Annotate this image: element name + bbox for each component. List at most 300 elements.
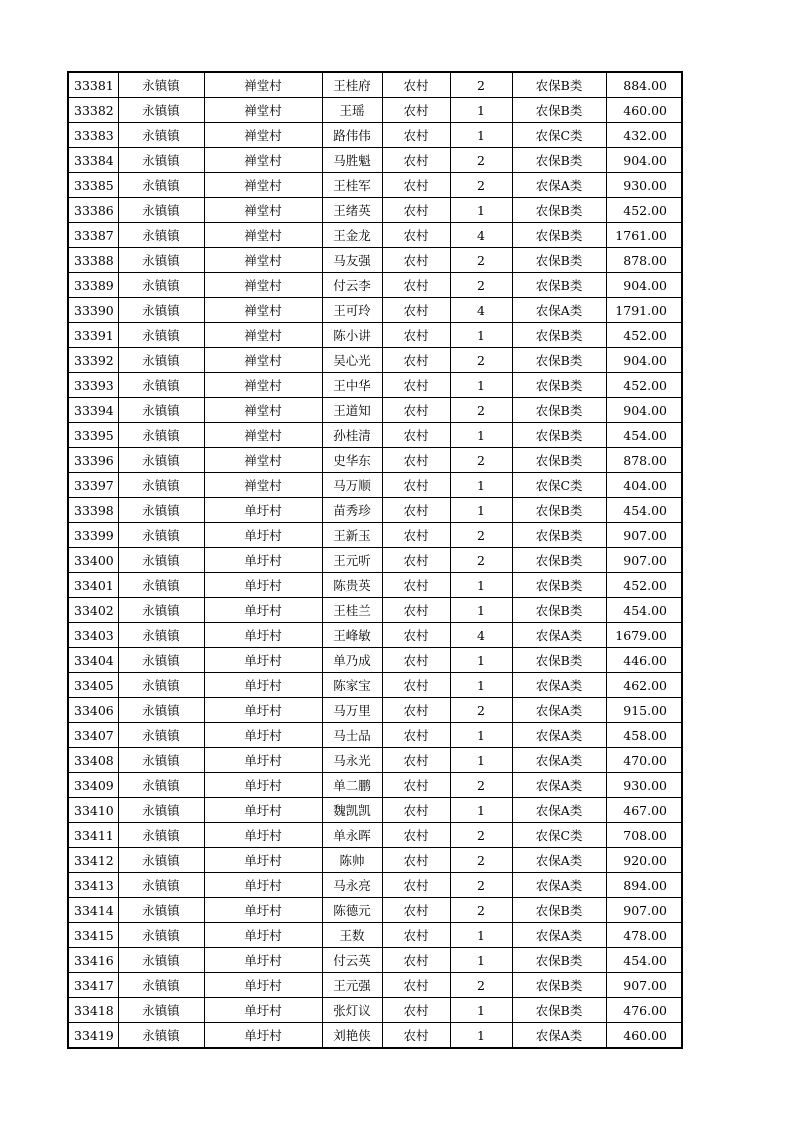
table-row — [68, 473, 682, 498]
amount-cell: 476.00 — [606, 998, 682, 1023]
area-type-cell: 农村 — [382, 448, 450, 473]
table-row — [68, 798, 682, 823]
table-row — [68, 923, 682, 948]
insurance-class-cell: 农保B类 — [512, 398, 606, 423]
town-cell: 永镇镇 — [118, 72, 204, 98]
area-type-cell: 农村 — [382, 823, 450, 848]
insurance-class-cell: 农保A类 — [512, 773, 606, 798]
area-type-cell: 农村 — [382, 773, 450, 798]
table-row — [68, 973, 682, 998]
village-cell: 单圩村 — [204, 948, 322, 973]
village-cell: 单圩村 — [204, 523, 322, 548]
amount-cell: 467.00 — [606, 798, 682, 823]
household-count-cell: 2 — [450, 523, 512, 548]
record-id: 33388 — [68, 248, 118, 273]
village-cell: 禅堂村 — [204, 398, 322, 423]
village-cell: 单圩村 — [204, 873, 322, 898]
area-type-cell: 农村 — [382, 723, 450, 748]
insurance-class-cell: 农保A类 — [512, 798, 606, 823]
person-name-cell: 王桂军 — [322, 173, 382, 198]
insurance-class-cell: 农保C类 — [512, 823, 606, 848]
household-count-cell: 1 — [450, 598, 512, 623]
amount-cell: 904.00 — [606, 348, 682, 373]
village-cell: 单圩村 — [204, 923, 322, 948]
household-count-cell: 1 — [450, 948, 512, 973]
area-type-cell: 农村 — [382, 573, 450, 598]
record-id: 33405 — [68, 673, 118, 698]
record-id: 33394 — [68, 398, 118, 423]
village-cell: 禅堂村 — [204, 248, 322, 273]
amount-cell: 907.00 — [606, 898, 682, 923]
record-id: 33392 — [68, 348, 118, 373]
person-name-cell: 王金龙 — [322, 223, 382, 248]
table-row — [68, 573, 682, 598]
amount-cell: 452.00 — [606, 323, 682, 348]
village-cell: 禅堂村 — [204, 423, 322, 448]
record-id: 33413 — [68, 873, 118, 898]
record-id: 33404 — [68, 648, 118, 673]
town-cell: 永镇镇 — [118, 723, 204, 748]
insurance-class-cell: 农保B类 — [512, 348, 606, 373]
village-cell: 禅堂村 — [204, 173, 322, 198]
town-cell: 永镇镇 — [118, 448, 204, 473]
table-row — [68, 498, 682, 523]
person-name-cell: 王道知 — [322, 398, 382, 423]
village-cell: 单圩村 — [204, 573, 322, 598]
household-count-cell: 2 — [450, 898, 512, 923]
village-cell: 单圩村 — [204, 773, 322, 798]
village-cell: 单圩村 — [204, 723, 322, 748]
insurance-class-cell: 农保C类 — [512, 473, 606, 498]
record-id: 33386 — [68, 198, 118, 223]
record-id: 33415 — [68, 923, 118, 948]
record-id: 33389 — [68, 273, 118, 298]
household-count-cell: 2 — [450, 823, 512, 848]
amount-cell: 1761.00 — [606, 223, 682, 248]
household-count-cell: 1 — [450, 723, 512, 748]
village-cell: 单圩村 — [204, 598, 322, 623]
village-cell: 禅堂村 — [204, 373, 322, 398]
amount-cell: 878.00 — [606, 248, 682, 273]
household-count-cell: 2 — [450, 873, 512, 898]
town-cell: 永镇镇 — [118, 173, 204, 198]
insurance-class-cell: 农保B类 — [512, 373, 606, 398]
area-type-cell: 农村 — [382, 748, 450, 773]
table-row — [68, 523, 682, 548]
insurance-class-cell: 农保C类 — [512, 123, 606, 148]
table-row — [68, 673, 682, 698]
person-name-cell: 单二鹏 — [322, 773, 382, 798]
insurance-class-cell: 农保A类 — [512, 923, 606, 948]
household-count-cell: 2 — [450, 448, 512, 473]
town-cell: 永镇镇 — [118, 298, 204, 323]
amount-cell: 904.00 — [606, 148, 682, 173]
record-id: 33399 — [68, 523, 118, 548]
table-row — [68, 898, 682, 923]
area-type-cell: 农村 — [382, 198, 450, 223]
insurance-class-cell: 农保B类 — [512, 648, 606, 673]
household-count-cell: 4 — [450, 223, 512, 248]
amount-cell: 920.00 — [606, 848, 682, 873]
household-count-cell: 2 — [450, 173, 512, 198]
amount-cell: 894.00 — [606, 873, 682, 898]
amount-cell: 454.00 — [606, 498, 682, 523]
area-type-cell: 农村 — [382, 673, 450, 698]
household-count-cell: 1 — [450, 473, 512, 498]
area-type-cell: 农村 — [382, 348, 450, 373]
person-name-cell: 张灯议 — [322, 998, 382, 1023]
record-id: 33410 — [68, 798, 118, 823]
record-id: 33381 — [68, 72, 118, 98]
town-cell: 永镇镇 — [118, 323, 204, 348]
village-cell: 单圩村 — [204, 823, 322, 848]
area-type-cell: 农村 — [382, 398, 450, 423]
table-row — [68, 173, 682, 198]
village-cell: 单圩村 — [204, 498, 322, 523]
table-row — [68, 698, 682, 723]
record-id: 33393 — [68, 373, 118, 398]
records-table — [67, 71, 683, 1049]
amount-cell: 454.00 — [606, 948, 682, 973]
table-row — [68, 98, 682, 123]
area-type-cell: 农村 — [382, 148, 450, 173]
town-cell: 永镇镇 — [118, 923, 204, 948]
household-count-cell: 1 — [450, 748, 512, 773]
village-cell: 禅堂村 — [204, 123, 322, 148]
household-count-cell: 1 — [450, 648, 512, 673]
town-cell: 永镇镇 — [118, 398, 204, 423]
insurance-class-cell: 农保B类 — [512, 98, 606, 123]
area-type-cell: 农村 — [382, 848, 450, 873]
household-count-cell: 2 — [450, 148, 512, 173]
household-count-cell: 4 — [450, 298, 512, 323]
village-cell: 单圩村 — [204, 548, 322, 573]
household-count-cell: 1 — [450, 373, 512, 398]
amount-cell: 907.00 — [606, 973, 682, 998]
area-type-cell: 农村 — [382, 72, 450, 98]
person-name-cell: 陈贵英 — [322, 573, 382, 598]
amount-cell: 708.00 — [606, 823, 682, 848]
table-row — [68, 72, 682, 98]
household-count-cell: 2 — [450, 548, 512, 573]
area-type-cell: 农村 — [382, 473, 450, 498]
person-name-cell: 刘艳侠 — [322, 1023, 382, 1049]
amount-cell: 432.00 — [606, 123, 682, 148]
table-row — [68, 448, 682, 473]
insurance-class-cell: 农保A类 — [512, 1023, 606, 1049]
amount-cell: 1679.00 — [606, 623, 682, 648]
record-id: 33412 — [68, 848, 118, 873]
town-cell: 永镇镇 — [118, 473, 204, 498]
town-cell: 永镇镇 — [118, 148, 204, 173]
table-row — [68, 548, 682, 573]
person-name-cell: 马永光 — [322, 748, 382, 773]
record-id: 33411 — [68, 823, 118, 848]
area-type-cell: 农村 — [382, 948, 450, 973]
area-type-cell: 农村 — [382, 798, 450, 823]
record-id: 33402 — [68, 598, 118, 623]
area-type-cell: 农村 — [382, 373, 450, 398]
household-count-cell: 1 — [450, 323, 512, 348]
insurance-class-cell: 农保A类 — [512, 698, 606, 723]
area-type-cell: 农村 — [382, 173, 450, 198]
person-name-cell: 马胜魁 — [322, 148, 382, 173]
insurance-class-cell: 农保B类 — [512, 273, 606, 298]
area-type-cell: 农村 — [382, 1023, 450, 1049]
table-row — [68, 223, 682, 248]
record-id: 33403 — [68, 623, 118, 648]
area-type-cell: 农村 — [382, 498, 450, 523]
village-cell: 单圩村 — [204, 898, 322, 923]
record-id: 33391 — [68, 323, 118, 348]
insurance-class-cell: 农保B类 — [512, 223, 606, 248]
record-id: 33406 — [68, 698, 118, 723]
person-name-cell: 马友强 — [322, 248, 382, 273]
person-name-cell: 陈德元 — [322, 898, 382, 923]
town-cell: 永镇镇 — [118, 848, 204, 873]
person-name-cell: 单乃成 — [322, 648, 382, 673]
village-cell: 单圩村 — [204, 673, 322, 698]
village-cell: 单圩村 — [204, 1023, 322, 1049]
town-cell: 永镇镇 — [118, 373, 204, 398]
record-id: 33418 — [68, 998, 118, 1023]
area-type-cell: 农村 — [382, 548, 450, 573]
household-count-cell: 1 — [450, 998, 512, 1023]
town-cell: 永镇镇 — [118, 573, 204, 598]
person-name-cell: 史华东 — [322, 448, 382, 473]
area-type-cell: 农村 — [382, 598, 450, 623]
area-type-cell: 农村 — [382, 698, 450, 723]
town-cell: 永镇镇 — [118, 773, 204, 798]
record-id: 33408 — [68, 748, 118, 773]
amount-cell: 884.00 — [606, 72, 682, 98]
insurance-class-cell: 农保A类 — [512, 673, 606, 698]
town-cell: 永镇镇 — [118, 598, 204, 623]
household-count-cell: 2 — [450, 248, 512, 273]
table-row — [68, 648, 682, 673]
household-count-cell: 1 — [450, 198, 512, 223]
town-cell: 永镇镇 — [118, 973, 204, 998]
amount-cell: 878.00 — [606, 448, 682, 473]
insurance-class-cell: 农保A类 — [512, 173, 606, 198]
insurance-class-cell: 农保A类 — [512, 748, 606, 773]
record-id: 33387 — [68, 223, 118, 248]
insurance-class-cell: 农保A类 — [512, 623, 606, 648]
amount-cell: 446.00 — [606, 648, 682, 673]
town-cell: 永镇镇 — [118, 898, 204, 923]
insurance-class-cell: 农保B类 — [512, 323, 606, 348]
town-cell: 永镇镇 — [118, 948, 204, 973]
household-count-cell: 1 — [450, 1023, 512, 1049]
table-row — [68, 348, 682, 373]
village-cell: 单圩村 — [204, 798, 322, 823]
area-type-cell: 农村 — [382, 923, 450, 948]
person-name-cell: 吴心光 — [322, 348, 382, 373]
amount-cell: 452.00 — [606, 373, 682, 398]
village-cell: 单圩村 — [204, 848, 322, 873]
insurance-class-cell: 农保B类 — [512, 448, 606, 473]
person-name-cell: 王瑶 — [322, 98, 382, 123]
area-type-cell: 农村 — [382, 423, 450, 448]
person-name-cell: 马士品 — [322, 723, 382, 748]
area-type-cell: 农村 — [382, 523, 450, 548]
table-row — [68, 373, 682, 398]
village-cell: 单圩村 — [204, 973, 322, 998]
person-name-cell: 路伟伟 — [322, 123, 382, 148]
insurance-class-cell: 农保B类 — [512, 598, 606, 623]
table-row — [68, 773, 682, 798]
household-count-cell: 2 — [450, 398, 512, 423]
person-name-cell: 付云英 — [322, 948, 382, 973]
town-cell: 永镇镇 — [118, 498, 204, 523]
person-name-cell: 马永亮 — [322, 873, 382, 898]
insurance-class-cell: 农保B类 — [512, 148, 606, 173]
village-cell: 单圩村 — [204, 623, 322, 648]
town-cell: 永镇镇 — [118, 348, 204, 373]
person-name-cell: 单永晖 — [322, 823, 382, 848]
village-cell: 禅堂村 — [204, 148, 322, 173]
village-cell: 禅堂村 — [204, 348, 322, 373]
amount-cell: 904.00 — [606, 398, 682, 423]
table-row — [68, 723, 682, 748]
amount-cell: 1791.00 — [606, 298, 682, 323]
area-type-cell: 农村 — [382, 323, 450, 348]
person-name-cell: 陈小讲 — [322, 323, 382, 348]
household-count-cell: 2 — [450, 72, 512, 98]
household-count-cell: 2 — [450, 273, 512, 298]
amount-cell: 930.00 — [606, 773, 682, 798]
town-cell: 永镇镇 — [118, 798, 204, 823]
village-cell: 单圩村 — [204, 998, 322, 1023]
village-cell: 禅堂村 — [204, 448, 322, 473]
area-type-cell: 农村 — [382, 273, 450, 298]
insurance-class-cell: 农保B类 — [512, 523, 606, 548]
town-cell: 永镇镇 — [118, 548, 204, 573]
amount-cell: 930.00 — [606, 173, 682, 198]
record-id: 33384 — [68, 148, 118, 173]
record-id: 33398 — [68, 498, 118, 523]
insurance-class-cell: 农保B类 — [512, 248, 606, 273]
person-name-cell: 马万顺 — [322, 473, 382, 498]
person-name-cell: 马万里 — [322, 698, 382, 723]
person-name-cell: 苗秀珍 — [322, 498, 382, 523]
household-count-cell: 1 — [450, 573, 512, 598]
village-cell: 单圩村 — [204, 698, 322, 723]
area-type-cell: 农村 — [382, 123, 450, 148]
town-cell: 永镇镇 — [118, 873, 204, 898]
person-name-cell: 陈家宝 — [322, 673, 382, 698]
town-cell: 永镇镇 — [118, 198, 204, 223]
town-cell: 永镇镇 — [118, 623, 204, 648]
record-id: 33401 — [68, 573, 118, 598]
amount-cell: 462.00 — [606, 673, 682, 698]
person-name-cell: 王中华 — [322, 373, 382, 398]
table-row — [68, 1023, 682, 1049]
table-row — [68, 623, 682, 648]
household-count-cell: 4 — [450, 623, 512, 648]
table-row — [68, 998, 682, 1023]
record-id: 33417 — [68, 973, 118, 998]
table-row — [68, 148, 682, 173]
record-id: 33385 — [68, 173, 118, 198]
household-count-cell: 1 — [450, 423, 512, 448]
area-type-cell: 农村 — [382, 998, 450, 1023]
person-name-cell: 王元听 — [322, 548, 382, 573]
town-cell: 永镇镇 — [118, 823, 204, 848]
record-id: 33414 — [68, 898, 118, 923]
village-cell: 禅堂村 — [204, 198, 322, 223]
record-id: 33400 — [68, 548, 118, 573]
amount-cell: 904.00 — [606, 273, 682, 298]
table-row — [68, 123, 682, 148]
table-body — [68, 72, 682, 1048]
household-count-cell: 1 — [450, 923, 512, 948]
person-name-cell: 孙桂清 — [322, 423, 382, 448]
table-row — [68, 948, 682, 973]
village-cell: 单圩村 — [204, 748, 322, 773]
person-name-cell: 付云李 — [322, 273, 382, 298]
insurance-class-cell: 农保B类 — [512, 573, 606, 598]
amount-cell: 470.00 — [606, 748, 682, 773]
household-count-cell: 1 — [450, 98, 512, 123]
person-name-cell: 王数 — [322, 923, 382, 948]
amount-cell: 452.00 — [606, 198, 682, 223]
insurance-class-cell: 农保B类 — [512, 423, 606, 448]
village-cell: 禅堂村 — [204, 98, 322, 123]
insurance-class-cell: 农保A类 — [512, 873, 606, 898]
insurance-class-cell: 农保A类 — [512, 723, 606, 748]
town-cell: 永镇镇 — [118, 523, 204, 548]
record-id: 33416 — [68, 948, 118, 973]
area-type-cell: 农村 — [382, 223, 450, 248]
person-name-cell: 魏凯凯 — [322, 798, 382, 823]
town-cell: 永镇镇 — [118, 1023, 204, 1049]
person-name-cell: 王新玉 — [322, 523, 382, 548]
area-type-cell: 农村 — [382, 248, 450, 273]
household-count-cell: 2 — [450, 698, 512, 723]
town-cell: 永镇镇 — [118, 648, 204, 673]
record-id: 33383 — [68, 123, 118, 148]
town-cell: 永镇镇 — [118, 223, 204, 248]
person-name-cell: 王元强 — [322, 973, 382, 998]
table-row — [68, 273, 682, 298]
area-type-cell: 农村 — [382, 898, 450, 923]
amount-cell: 458.00 — [606, 723, 682, 748]
amount-cell: 907.00 — [606, 523, 682, 548]
household-count-cell: 1 — [450, 798, 512, 823]
household-count-cell: 2 — [450, 348, 512, 373]
household-count-cell: 1 — [450, 673, 512, 698]
amount-cell: 460.00 — [606, 98, 682, 123]
area-type-cell: 农村 — [382, 648, 450, 673]
record-id: 33395 — [68, 423, 118, 448]
village-cell: 禅堂村 — [204, 323, 322, 348]
person-name-cell: 王绪英 — [322, 198, 382, 223]
area-type-cell: 农村 — [382, 623, 450, 648]
table-row — [68, 598, 682, 623]
record-id: 33407 — [68, 723, 118, 748]
record-id: 33397 — [68, 473, 118, 498]
record-id: 33382 — [68, 98, 118, 123]
town-cell: 永镇镇 — [118, 698, 204, 723]
village-cell: 禅堂村 — [204, 223, 322, 248]
village-cell: 禅堂村 — [204, 298, 322, 323]
insurance-class-cell: 农保B类 — [512, 548, 606, 573]
household-count-cell: 2 — [450, 973, 512, 998]
household-count-cell: 2 — [450, 848, 512, 873]
insurance-class-cell: 农保A类 — [512, 298, 606, 323]
table-row — [68, 398, 682, 423]
